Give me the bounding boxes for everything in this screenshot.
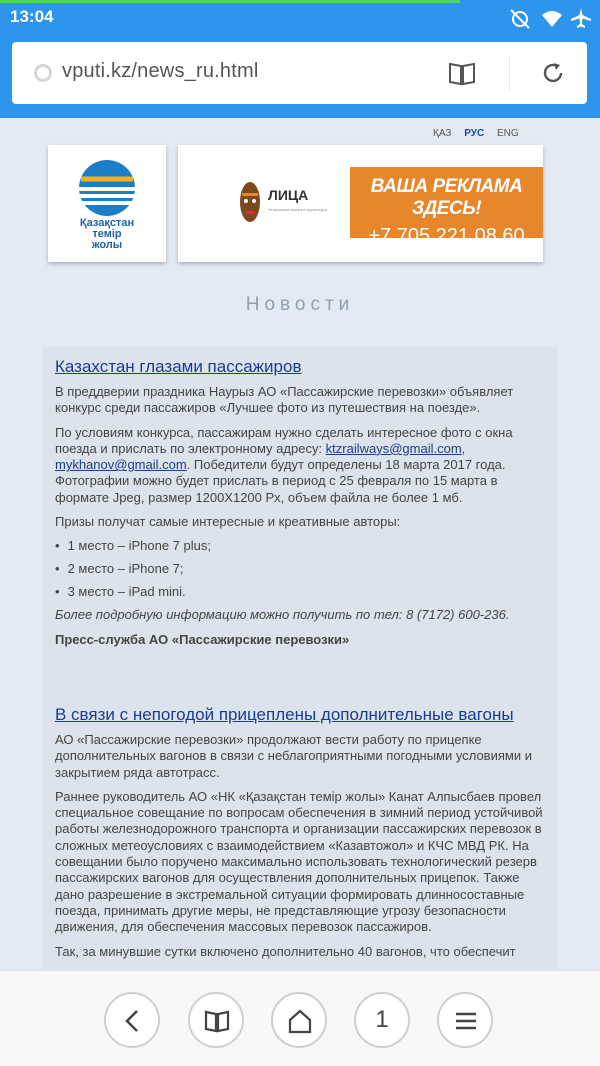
ktz-logo[interactable]	[48, 145, 166, 262]
news-title-link[interactable]: В связи с непогодой прицеплены дополнительные вагоны	[55, 705, 514, 724]
news-paragraph: АО «Пассажирские перевозки» продолжают вести работу по прицепке дополнительных вагонов в связи с неблагоприятными погодными условиями и закрытием ряда автотрасс.	[55, 732, 532, 780]
ad-brand-sub: Этническая маска и скульптура	[268, 207, 327, 212]
tabs-button[interactable]	[354, 992, 410, 1048]
email-link[interactable]: mykhanov@gmail.com	[55, 457, 187, 473]
web-page	[0, 118, 600, 970]
menu-button[interactable]	[437, 992, 493, 1048]
divider	[509, 56, 510, 90]
prize-list	[55, 538, 545, 600]
airplane-mode-icon	[569, 7, 593, 29]
logo-line-1: Қазақстан	[79, 217, 135, 229]
news-card	[42, 695, 558, 970]
back-arrow-icon	[120, 1008, 146, 1034]
logo-line-3: жолы	[91, 239, 123, 251]
news-paragraph: Призы получат самые интересные и креативные авторы:	[55, 514, 401, 530]
tab-count: 1	[375, 1006, 389, 1033]
wifi-icon	[540, 7, 564, 29]
logo-line-2: темір	[92, 228, 122, 240]
ad-brand: ЛИЦА	[268, 187, 309, 203]
reader-mode-icon[interactable]	[448, 59, 476, 87]
list-item: • 1 место – iPhone 7 plus;	[55, 538, 545, 554]
news-paragraph: Раннее руководитель АО «НК «Қазақстан темір жолы» Канат Алпысбаев провел специальное совещание по вопросам обеспечения в зимний период устойчивой работы железнодорожного транспорта и организации пассажирских перевозок в сложных метеоусловиях с взаимодействием «Казавтожол» и КЧС МВД РК. На совещании было поручено максимально использовать технологический резерв пассажирских вагонов для осуществления дополнительных прицепок. Также дано разрешение в экстремальной ситуации формировать длинносоставные поезда, принимать другие меры, не представляющие угрозу безопасности движения, для обеспечения массовых перевозок пассажиров.	[55, 788, 543, 935]
ad-phone: +7 705 221 08 60	[368, 225, 525, 247]
language-switcher	[433, 128, 529, 139]
tribal-mask-icon	[238, 181, 262, 223]
back-button[interactable]	[104, 992, 160, 1048]
ad-cta: ВАША РЕКЛАМА ЗДЕСЬ!	[370, 176, 523, 219]
ad-banner[interactable]	[178, 145, 543, 262]
news-paragraph: Так, за минувшие сутки включено дополнительно 40 вагонов, что обеспечит	[55, 943, 516, 959]
news-title-link[interactable]: Казахстан глазами пассажиров	[55, 357, 302, 376]
section-title: Новости	[245, 294, 355, 315]
bookmarks-button[interactable]	[188, 992, 244, 1048]
address-bar[interactable]	[12, 42, 587, 104]
bookmarks-icon	[204, 1008, 230, 1034]
browser-chrome	[0, 0, 600, 118]
status-time: 13:04	[10, 7, 54, 26]
status-bar	[0, 4, 600, 34]
reload-icon[interactable]	[540, 60, 566, 86]
list-item: • 3 место – iPad mini.	[55, 584, 545, 600]
alarm-off-icon	[508, 7, 532, 29]
home-icon	[287, 1008, 313, 1034]
ad-cta-block[interactable]	[350, 167, 543, 247]
home-button[interactable]	[271, 992, 327, 1048]
press-signature: Пресс-служба АО «Пассажирские перевозки»	[55, 631, 350, 647]
page-load-progress	[0, 0, 460, 3]
site-info-icon[interactable]	[34, 64, 52, 82]
lang-ru[interactable]: РУС	[464, 128, 485, 139]
news-paragraph: В преддверии праздника Наурыз АО «Пассажирские перевозки» объявляет конкурс среди пассажиров «Лучшее фото из путешествия на поезде».	[55, 384, 514, 416]
news-paragraph: По условиям конкурса, пассажирам нужно сделать интересное фото с окна поезда и прислать по электронному адресу: ktzrailways@gmail.com, mykhanov@gmail.com. Победители будут определены 18 марта 2017 года. Фотографии можно будет прислать в период с 25 февраля по 15 марта в формате Jpeg, размер 1200X1200 Px, объем файла не более 1 мб.	[55, 424, 513, 505]
lang-kz[interactable]: ҚАЗ	[433, 128, 452, 139]
email-link[interactable]: ktzrailways@gmail.com	[325, 440, 462, 456]
list-item: • 2 место – iPhone 7;	[55, 561, 545, 577]
ktz-emblem-icon	[78, 159, 136, 217]
menu-icon	[453, 1008, 479, 1034]
browser-bottom-bar	[0, 970, 600, 1066]
url-text[interactable]: vputi.kz/news_ru.html	[62, 60, 259, 82]
contact-info: Более подробную информацию можно получить по тел: 8 (7172) 600-236.	[55, 607, 510, 623]
lang-en[interactable]: ENG	[496, 128, 519, 139]
